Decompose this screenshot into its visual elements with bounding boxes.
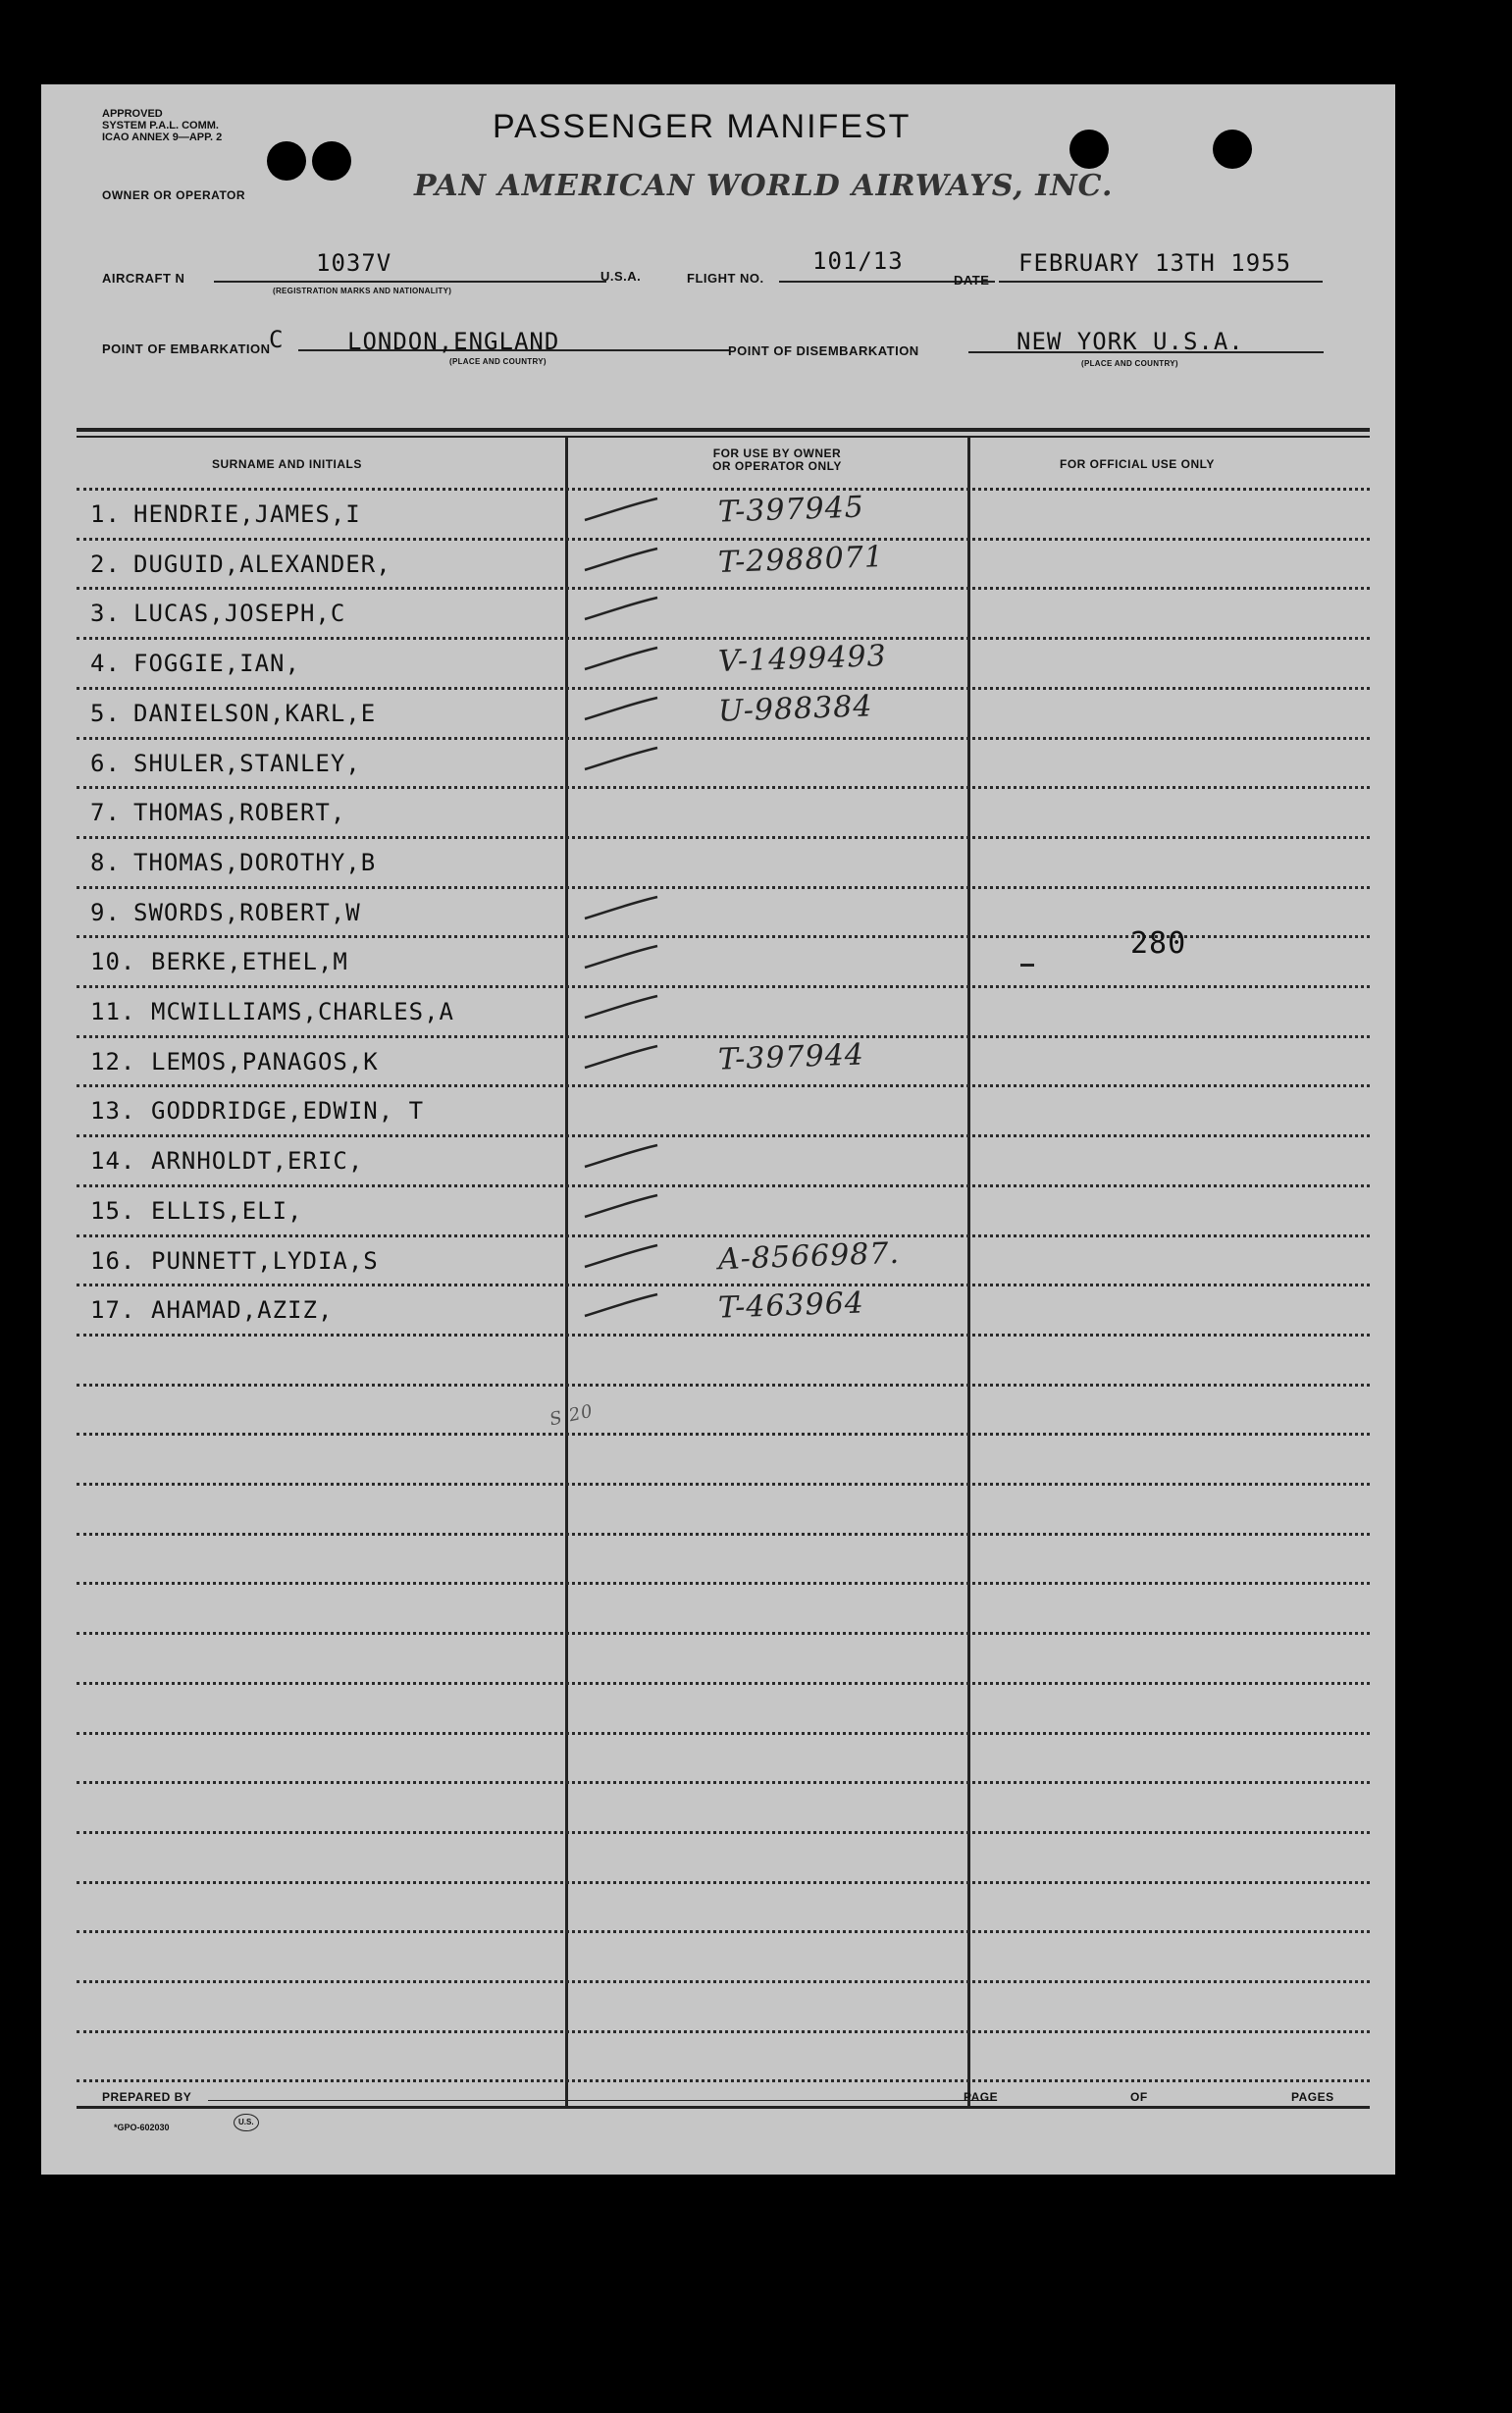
prepared-label: PREPARED BY <box>102 2090 192 2104</box>
check-mark-icon <box>581 893 659 922</box>
passenger-number: 2. <box>90 551 121 578</box>
date-label: DATE <box>954 273 990 288</box>
approval-line: SYSTEM P.A.L. COMM. <box>102 120 219 131</box>
passenger-reference: A-8566987. <box>717 1235 901 1278</box>
ruled-line <box>77 1930 1370 1933</box>
passenger-row <box>90 491 1356 540</box>
passenger-row <box>90 541 1356 590</box>
of-label: OF <box>1130 2090 1148 2104</box>
page-title: PASSENGER MANIFEST <box>493 108 912 145</box>
check-mark-icon <box>581 992 659 1022</box>
passenger-name: LEMOS,PANAGOS,K <box>151 1048 379 1075</box>
disembarkation-label: POINT OF DISEMBARKATION <box>728 343 919 358</box>
check-mark-icon <box>581 1191 659 1221</box>
check-mark-icon <box>581 495 659 524</box>
ruled-line <box>77 2079 1370 2082</box>
stray-note: S 20 <box>547 1400 596 1431</box>
check-mark-icon <box>581 594 659 623</box>
passenger-number: 16. <box>90 1247 136 1275</box>
operator-name: PAN AMERICAN WORLD AIRWAYS, INC. <box>414 169 1114 203</box>
passenger-number: 11. <box>90 998 136 1025</box>
passenger-reference: T-2988071 <box>717 540 885 580</box>
check-mark-icon <box>581 1042 659 1072</box>
passenger-name: BERKE,ETHEL,M <box>151 948 348 975</box>
ruled-line <box>77 1881 1370 1884</box>
page-label: PAGE <box>964 2090 999 2104</box>
punch-hole <box>312 141 351 181</box>
flight-label: FLIGHT NO. <box>687 271 764 286</box>
col-header-owner <box>669 447 885 473</box>
pages-label: PAGES <box>1291 2090 1334 2104</box>
passenger-name: ARNHOLDT,ERIC, <box>151 1147 364 1175</box>
punch-hole <box>1069 130 1109 169</box>
passenger-number: 8. <box>90 849 121 876</box>
passenger-number: 6. <box>90 750 121 777</box>
embarkation-value: LONDON,ENGLAND <box>347 328 560 355</box>
form-code: *GPO-602030 <box>114 2123 170 2132</box>
passenger-name: FOGGIE,IAN, <box>133 650 300 677</box>
check-mark-icon <box>581 942 659 971</box>
passenger-reference: T-397944 <box>717 1037 865 1077</box>
check-mark-icon <box>581 545 659 574</box>
embarkation-prefix: C <box>269 326 285 353</box>
ruled-line <box>77 1533 1370 1536</box>
passenger-row <box>90 1038 1356 1087</box>
owner-label: OWNER OR OPERATOR <box>102 188 246 202</box>
ruled-line <box>77 1384 1370 1387</box>
passenger-row <box>90 789 1356 838</box>
check-mark-icon <box>581 1141 659 1171</box>
passenger-number: 14. <box>90 1147 136 1175</box>
aircraft-underline <box>214 281 606 283</box>
ruled-line <box>77 1483 1370 1486</box>
date-underline <box>999 281 1323 283</box>
manifest-sheet <box>41 84 1395 2175</box>
passenger-row <box>90 839 1356 888</box>
header-rule <box>77 436 1370 438</box>
passenger-row <box>90 1237 1356 1286</box>
passenger-number: 3. <box>90 600 121 627</box>
passenger-row <box>90 740 1356 789</box>
passenger-number: 5. <box>90 700 121 727</box>
ruled-line <box>77 1980 1370 1983</box>
passenger-number: 15. <box>90 1197 136 1225</box>
aircraft-value: 1037V <box>316 249 392 277</box>
ruled-line <box>77 1682 1370 1685</box>
ruled-line <box>77 1831 1370 1834</box>
ruled-line <box>77 1632 1370 1635</box>
footer-rule <box>77 2106 1370 2109</box>
ruled-line <box>77 1433 1370 1436</box>
passenger-row <box>90 590 1356 639</box>
passenger-number: 17. <box>90 1296 136 1324</box>
passenger-row <box>90 1137 1356 1186</box>
ruled-line <box>77 2030 1370 2033</box>
embarkation-caption: (PLACE AND COUNTRY) <box>449 357 547 366</box>
embarkation-label: POINT OF EMBARKATION <box>102 341 271 356</box>
passenger-row <box>90 1187 1356 1236</box>
passenger-row <box>90 1286 1356 1336</box>
passenger-name: SWORDS,ROBERT,W <box>133 899 361 926</box>
passenger-reference: U-988384 <box>717 689 873 729</box>
passenger-name: THOMAS,ROBERT, <box>133 799 346 826</box>
col-header-owner-line1: FOR USE BY OWNER <box>712 446 842 460</box>
passenger-row <box>90 988 1356 1037</box>
flight-value: 101/13 <box>812 247 904 275</box>
ruled-line <box>77 1781 1370 1784</box>
check-mark-icon <box>581 744 659 773</box>
passenger-number: 1. <box>90 500 121 528</box>
passenger-name: ELLIS,ELI, <box>151 1197 303 1225</box>
passenger-number: 12. <box>90 1048 136 1075</box>
ruled-line <box>77 1732 1370 1735</box>
disembarkation-caption: (PLACE AND COUNTRY) <box>1081 359 1178 368</box>
passenger-name: GODDRIDGE,EDWIN, T <box>151 1097 425 1125</box>
approval-block <box>102 108 279 143</box>
passenger-number: 10. <box>90 948 136 975</box>
col-header-owner-line2: OR OPERATOR ONLY <box>712 459 842 473</box>
check-mark-icon <box>581 644 659 673</box>
punch-hole <box>1213 130 1252 169</box>
passenger-row <box>90 640 1356 689</box>
passenger-row <box>90 1087 1356 1136</box>
passenger-name: LUCAS,JOSEPH,C <box>133 600 346 627</box>
official-dash <box>1020 964 1034 967</box>
header-rule <box>77 428 1370 432</box>
col-header-surname: SURNAME AND INITIALS <box>212 457 362 471</box>
date-value: FEBRUARY 13TH 1955 <box>1018 249 1292 277</box>
punch-hole <box>267 141 306 181</box>
passenger-name: PUNNETT,LYDIA,S <box>151 1247 379 1275</box>
approval-line: APPROVED <box>102 108 163 120</box>
passenger-reference: T-463964 <box>717 1285 865 1326</box>
passenger-number: 9. <box>90 899 121 926</box>
passenger-name: MCWILLIAMS,CHARLES,A <box>151 998 454 1025</box>
passenger-name: HENDRIE,JAMES,I <box>133 500 361 528</box>
passenger-name: AHAMAD,AZIZ, <box>151 1296 334 1324</box>
union-mark: U.S. <box>234 2114 259 2131</box>
passenger-number: 4. <box>90 650 121 677</box>
disembarkation-value: NEW YORK U.S.A. <box>1017 328 1244 355</box>
passenger-row <box>90 690 1356 739</box>
passenger-number: 7. <box>90 799 121 826</box>
passenger-name: DUGUID,ALEXANDER, <box>133 551 391 578</box>
check-mark-icon <box>581 1290 659 1320</box>
aircraft-label: AIRCRAFT N <box>102 271 185 286</box>
passenger-name: THOMAS,DOROTHY,B <box>133 849 377 876</box>
official-note: 280 <box>1130 926 1187 961</box>
passenger-reference: V-1499493 <box>717 639 888 679</box>
passenger-name: DANIELSON,KARL,E <box>133 700 377 727</box>
prepared-underline <box>208 2100 993 2101</box>
usa-label: U.S.A. <box>600 269 642 284</box>
check-mark-icon <box>581 1241 659 1271</box>
passenger-number: 13. <box>90 1097 136 1125</box>
ruled-line <box>77 1582 1370 1585</box>
col-header-official: FOR OFFICIAL USE ONLY <box>1060 457 1215 471</box>
passenger-name: SHULER,STANLEY, <box>133 750 361 777</box>
passenger-reference: T-397945 <box>717 490 865 530</box>
check-mark-icon <box>581 694 659 723</box>
approval-line: ICAO ANNEX 9—APP. 2 <box>102 131 223 143</box>
registration-caption: (REGISTRATION MARKS AND NATIONALITY) <box>273 287 452 295</box>
